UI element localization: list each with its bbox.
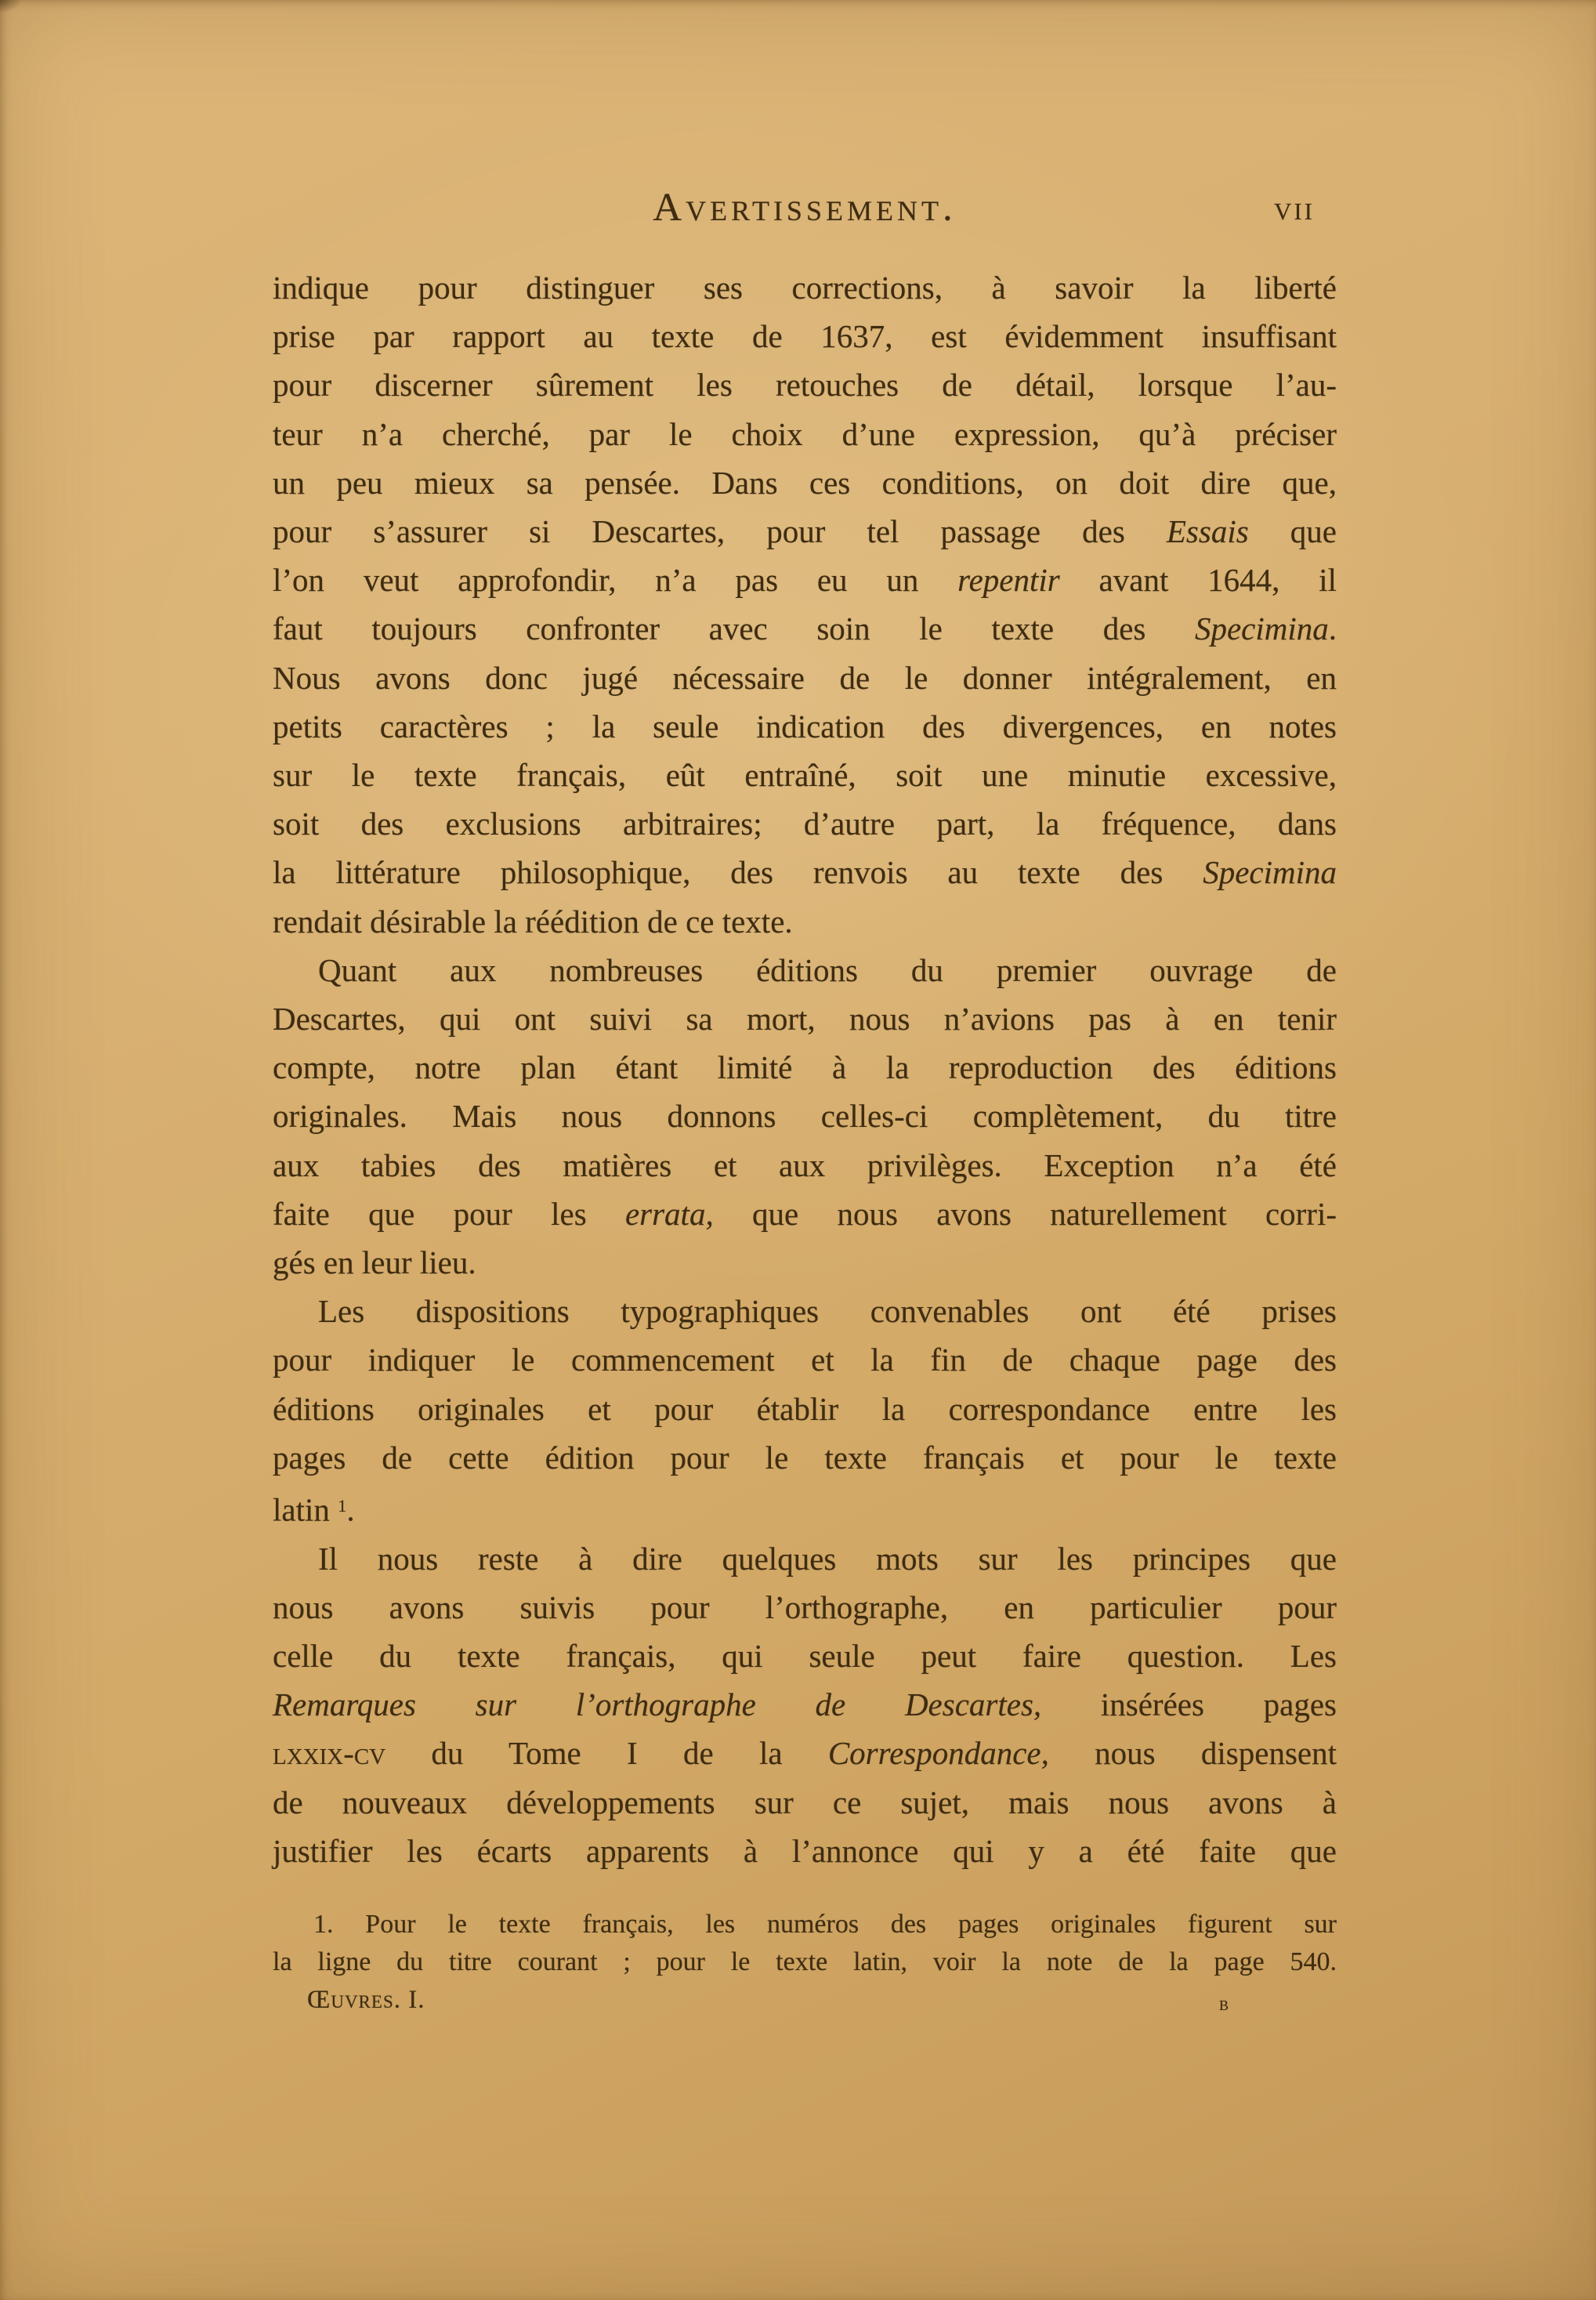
body-line [273, 1583, 1337, 1632]
body-line [273, 263, 1337, 312]
body-line [273, 946, 1337, 994]
body-line [273, 1827, 1337, 1875]
body-line [273, 1680, 1337, 1729]
body-line [273, 994, 1337, 1043]
text-run: aux tabies des matières et aux privilèges. Exception n’a été [273, 1146, 1337, 1183]
body-line [273, 1141, 1337, 1190]
italic-text-run: errata, [624, 1195, 714, 1232]
italic-text-run: Essais [1166, 513, 1249, 550]
body-line [273, 1238, 1337, 1287]
body-line [273, 360, 1337, 409]
body-line [273, 897, 1337, 946]
body-line [273, 1482, 1337, 1534]
text-run: que nous avons naturellement corri- [713, 1195, 1337, 1232]
text-run: nous avons suivis pour l’orthographe, en particulier pour [273, 1588, 1337, 1625]
italic-text-run: Specimina [1203, 854, 1337, 891]
footnote-line [273, 1906, 1337, 1943]
body-line [273, 654, 1337, 702]
body-line [273, 507, 1337, 556]
text-run: petits caractères ; la seule indication des divergences, en notes [273, 708, 1337, 744]
body-line [273, 1729, 1337, 1777]
body-line [273, 1190, 1337, 1238]
body-line [273, 1043, 1337, 1092]
body-line [273, 702, 1337, 751]
body-line [273, 1632, 1337, 1680]
text-run: l’on veut approfondir, n’a pas eu un [273, 562, 958, 599]
text-run: Nous avons donc jugé nécessaire de le donner intégralement, en [273, 659, 1337, 696]
text-run: sur le texte français, eût entraîné, soit une minutie excessive, [273, 757, 1337, 794]
italic-text-run: repentir [957, 562, 1060, 599]
text-run: faut toujours confronter avec soin le texte des [273, 610, 1195, 647]
body-line [273, 1433, 1337, 1482]
text-run: avant 1644, il [1059, 562, 1337, 599]
text-run: nous dispensent [1048, 1735, 1337, 1772]
text-run: indique pour distinguer ses corrections, à savoir la liberté [273, 270, 1337, 306]
page-title: Avertissement. [653, 186, 957, 230]
text-run: compte, notre plan étant limité à la reproduction des éditions [273, 1049, 1337, 1086]
text-run: originales. Mais nous donnons celles-ci complètement, du titre [273, 1098, 1337, 1135]
page-header [273, 185, 1337, 240]
text-run: faite que pour les [273, 1195, 625, 1232]
body-line [273, 410, 1337, 458]
body-line [273, 312, 1337, 360]
text-run: éditions originales et pour établir la correspondance entre les [273, 1390, 1337, 1427]
body-line [273, 1385, 1337, 1433]
smallcaps-text-run: lxxix-cv [273, 1735, 386, 1772]
text-run: du Tome I de la [385, 1735, 828, 1772]
text-run: latin [273, 1491, 338, 1528]
body-line [273, 1287, 1337, 1335]
italic-text-run: Correspondance, [827, 1735, 1049, 1772]
footnote-line [273, 1943, 1337, 1981]
footnote-reference: 1 [338, 1496, 347, 1516]
text-run: la littérature philosophique, des renvois au texte des [273, 854, 1203, 891]
text-run: Il nous reste à dire quelques mots sur les principes que [318, 1540, 1337, 1577]
text-run: prise par rapport au texte de 1637, est évidemment insuffisant [273, 318, 1337, 355]
footer [273, 1986, 1337, 2022]
text-run: un peu mieux sa pensée. Dans ces conditions, on doit dire que, [273, 464, 1337, 501]
text-run: celle du texte français, qui seule peut faire question. Les [273, 1637, 1337, 1674]
body-line [273, 799, 1337, 848]
body-line [273, 556, 1337, 604]
text-run: teur n’a cherché, par le choix d’une expression, qu’à préciser [273, 415, 1337, 452]
text-run: Descartes, qui ont suivi sa mort, nous n’avions pas à en tenir [273, 1001, 1337, 1038]
body-text [273, 263, 1337, 1875]
text-run: rendait désirable la réédition de ce texte. [273, 903, 793, 940]
text-run: de nouveaux développements sur ce sujet, mais nous avons à [273, 1784, 1337, 1820]
body-line [273, 1778, 1337, 1827]
body-line [273, 1092, 1337, 1140]
text-run: . [346, 1491, 355, 1528]
text-run: pour s’assurer si Descartes, pour tel passage des [273, 513, 1167, 550]
italic-text-run: Specimina [1194, 610, 1329, 647]
text-run: pages de cette édition pour le texte français et pour le texte [273, 1439, 1337, 1476]
body-line [273, 1534, 1337, 1583]
volume-signature: Œuvres. I. [307, 1986, 425, 2014]
text-run: la ligne du titre courant ; pour le texte latin, voir la note de la page 540. [273, 1947, 1337, 1976]
body-line [273, 1335, 1337, 1384]
text-run: gés en leur lieu. [273, 1244, 476, 1281]
body-line [273, 848, 1337, 896]
gathering-letter: b [1219, 1992, 1229, 2015]
text-run: pour discerner sûrement les retouches de détail, lorsque l’au- [273, 367, 1337, 404]
text-run: insérées pages [1041, 1686, 1337, 1723]
body-line [273, 458, 1337, 507]
text-run: que [1248, 513, 1337, 550]
footnote [273, 1906, 1337, 1981]
text-run: pour indiquer le commencement et la fin de chaque page des [273, 1342, 1337, 1378]
text-run: justifier les écarts apparents à l’annonce qui y a été faite que [273, 1832, 1337, 1869]
text-run: . [1328, 610, 1337, 647]
text-run: soit des exclusions arbitraires; d’autre part, la fréquence, dans [273, 806, 1337, 842]
page-number: VII [1273, 197, 1315, 225]
body-line [273, 604, 1337, 653]
italic-text-run: Remarques sur l’orthographe de Descartes, [273, 1686, 1042, 1723]
body-line [273, 751, 1337, 799]
text-run: Les dispositions typographiques convenables ont été prises [318, 1293, 1337, 1330]
text-run: 1. Pour le texte français, les numéros des pages originales figurent sur [313, 1910, 1337, 1939]
text-run: Quant aux nombreuses éditions du premier ouvrage de [318, 951, 1337, 988]
